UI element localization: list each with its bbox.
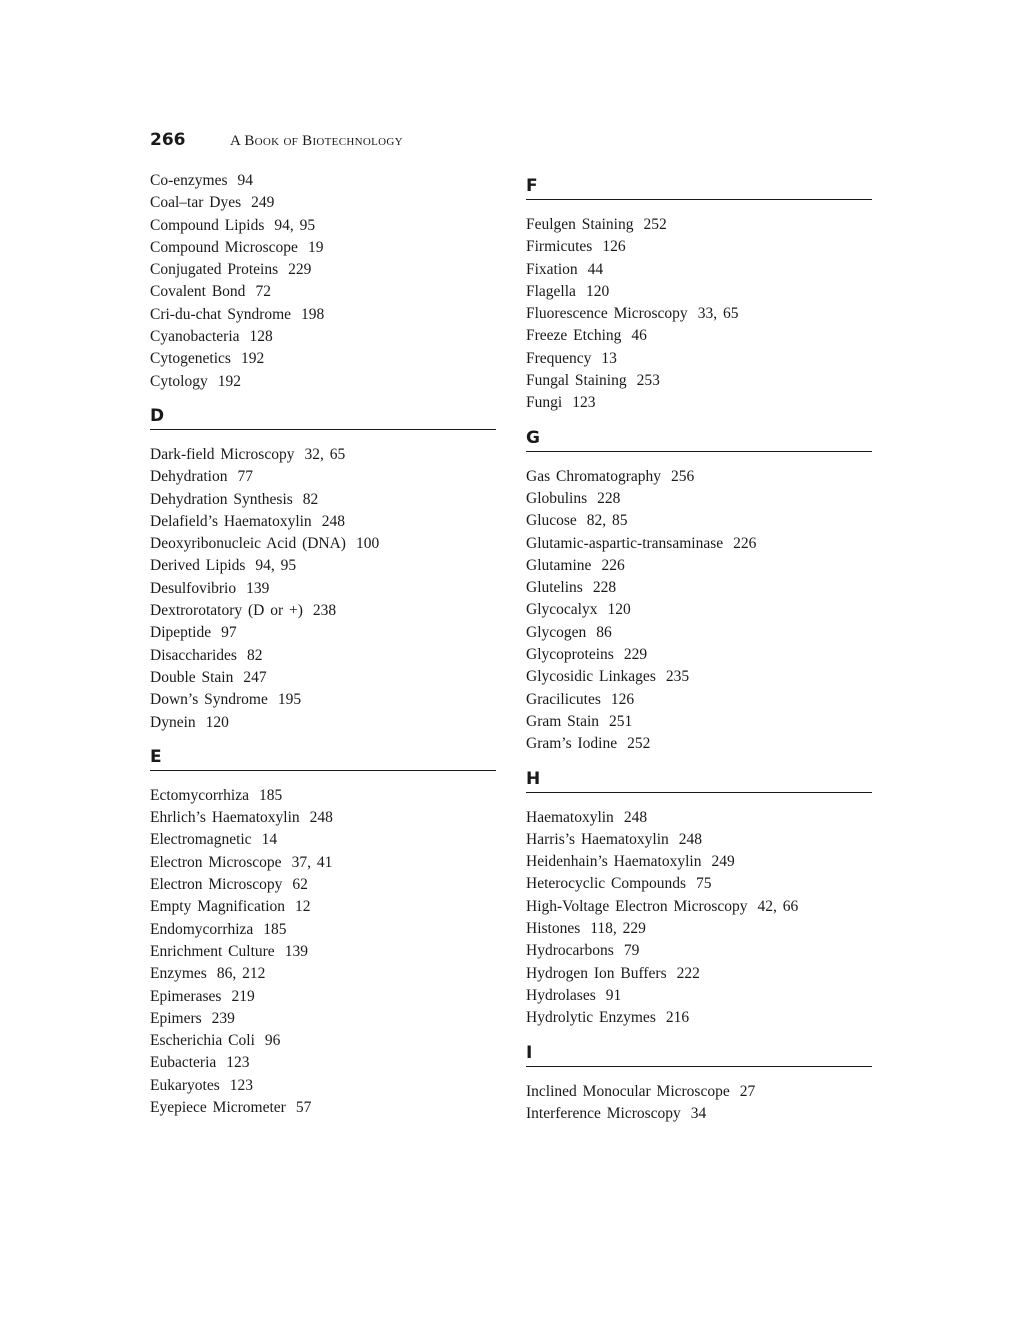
index-term: Globulins bbox=[526, 489, 588, 507]
index-pages: 139 bbox=[246, 579, 270, 597]
index-entry bbox=[526, 303, 872, 325]
index-pages: 219 bbox=[231, 987, 255, 1005]
index-pages: 86, 212 bbox=[216, 965, 266, 983]
index-term: Conjugated Proteins bbox=[150, 261, 279, 279]
index-pages: 123 bbox=[572, 394, 596, 412]
index-term: Electromagnetic bbox=[150, 831, 252, 849]
index-entry bbox=[526, 214, 872, 236]
index-pages: 252 bbox=[643, 216, 667, 233]
index-term: Hydrogen Ion Buffers bbox=[526, 964, 667, 982]
index-term: Histones bbox=[526, 920, 581, 938]
section-divider bbox=[526, 199, 872, 200]
index-term: Glutamine bbox=[526, 556, 592, 574]
index-entry bbox=[150, 667, 496, 689]
index-pages: 195 bbox=[277, 691, 302, 709]
index-pages: 100 bbox=[355, 535, 380, 553]
index-entry bbox=[150, 466, 496, 488]
index-entry bbox=[526, 510, 872, 532]
index-pages: 123 bbox=[229, 1076, 253, 1094]
index-entry bbox=[526, 466, 872, 488]
index-pages: 239 bbox=[211, 1009, 235, 1027]
index-pages: 75 bbox=[695, 875, 712, 893]
index-pages: 120 bbox=[607, 601, 631, 619]
index-entry bbox=[150, 874, 496, 896]
index-entry bbox=[526, 1081, 872, 1103]
index-term: Glycoproteins bbox=[526, 646, 614, 664]
index-pages: 123 bbox=[226, 1054, 250, 1072]
index-term: Glycogen bbox=[526, 623, 587, 641]
index-pages: 126 bbox=[610, 690, 635, 708]
index-pages: 252 bbox=[627, 735, 651, 753]
index-term: Heterocyclic Compounds bbox=[526, 875, 686, 893]
index-term: Harris’s Haematoxylin bbox=[526, 830, 669, 848]
section-letter: G bbox=[526, 427, 540, 448]
index-entry bbox=[150, 807, 496, 829]
index-pages: 226 bbox=[733, 534, 757, 552]
index-term: Freeze Etching bbox=[526, 327, 622, 345]
index-entry bbox=[526, 533, 872, 555]
index-entry bbox=[526, 666, 872, 688]
index-entry bbox=[150, 215, 496, 237]
index-term: High-Voltage Electron Microscopy bbox=[526, 897, 748, 915]
index-entry bbox=[150, 489, 496, 511]
index-pages: 120 bbox=[205, 713, 229, 731]
index-entry bbox=[526, 829, 872, 851]
index-term: Cri-du-chat Syndrome bbox=[150, 305, 292, 323]
index-term: Gas Chromatography bbox=[526, 467, 662, 485]
index-entry bbox=[150, 712, 496, 734]
index-term: Dehydration Synthesis bbox=[150, 490, 293, 508]
index-term: Frequency bbox=[526, 349, 592, 367]
index-pages: 94, 95 bbox=[255, 557, 297, 575]
index-term: Inclined Monocular Microscope bbox=[526, 1082, 730, 1100]
index-term: Compound Lipids bbox=[150, 216, 265, 234]
index-pages: 256 bbox=[671, 467, 695, 485]
index-pages: 228 bbox=[597, 489, 621, 507]
index-pages: 128 bbox=[249, 328, 273, 346]
section-divider bbox=[526, 792, 872, 793]
index-pages: 249 bbox=[711, 853, 735, 871]
index-entry bbox=[150, 304, 496, 326]
index-pages: 33, 65 bbox=[697, 305, 739, 323]
index-term: Flagella bbox=[526, 282, 576, 300]
index-term: Glycocalyx bbox=[526, 601, 598, 619]
index-entry bbox=[526, 599, 872, 621]
index-term: Dehydration bbox=[150, 468, 228, 486]
section-header bbox=[526, 170, 872, 200]
index-term: Ehrlich’s Haematoxylin bbox=[150, 809, 300, 827]
index-entry bbox=[150, 1052, 496, 1074]
index-entry bbox=[526, 644, 872, 666]
index-pages: 235 bbox=[665, 668, 690, 686]
index-pages: 249 bbox=[251, 194, 275, 212]
index-pages: 216 bbox=[665, 1009, 690, 1027]
index-pages: 13 bbox=[601, 349, 617, 367]
index-term: Eubacteria bbox=[150, 1054, 217, 1072]
index-term: Cytology bbox=[150, 372, 208, 390]
index-pages: 82 bbox=[302, 490, 319, 508]
index-entry bbox=[526, 325, 872, 347]
index-entry bbox=[150, 963, 496, 985]
index-term: Gram’s Iodine bbox=[526, 735, 618, 753]
index-entry bbox=[150, 371, 496, 393]
index-term: Dynein bbox=[150, 713, 196, 731]
index-entry bbox=[526, 577, 872, 599]
index-pages: 57 bbox=[295, 1098, 312, 1116]
index-entry bbox=[150, 237, 496, 259]
index-entry bbox=[150, 645, 496, 667]
index-entry bbox=[150, 259, 496, 281]
left-column bbox=[150, 170, 496, 1119]
index-term: Electron Microscopy bbox=[150, 876, 283, 894]
section-letter: D bbox=[150, 405, 165, 426]
index-term: Gracilicutes bbox=[526, 690, 601, 708]
index-term: Hydrolases bbox=[526, 986, 596, 1004]
index-entry bbox=[526, 622, 872, 644]
index-pages: 229 bbox=[288, 261, 312, 279]
index-term: Empty Magnification bbox=[150, 898, 286, 916]
index-term: Glucose bbox=[526, 512, 577, 530]
index-entry bbox=[150, 444, 496, 466]
index-entry bbox=[526, 918, 872, 940]
index-entry bbox=[526, 259, 872, 281]
index-entry bbox=[526, 873, 872, 895]
index-entry bbox=[526, 689, 872, 711]
index-term: Derived Lipids bbox=[150, 557, 246, 575]
index-entry bbox=[150, 533, 496, 555]
index-entry bbox=[526, 963, 872, 985]
section-divider bbox=[150, 429, 496, 430]
index-term: Coal–tar Dyes bbox=[150, 194, 242, 212]
index-pages: 27 bbox=[739, 1082, 756, 1100]
section-divider bbox=[150, 770, 496, 771]
index-pages: 185 bbox=[258, 786, 283, 804]
index-pages: 82, 85 bbox=[586, 512, 628, 530]
index-entry bbox=[150, 281, 496, 303]
index-entry bbox=[526, 348, 872, 370]
index-entry bbox=[526, 555, 872, 577]
index-term: Fixation bbox=[526, 260, 578, 278]
index-pages: 19 bbox=[307, 238, 324, 256]
index-entry bbox=[150, 578, 496, 600]
index-term: Fungi bbox=[526, 394, 563, 412]
section-letter: I bbox=[526, 1042, 533, 1063]
index-term: Compound Microscope bbox=[150, 238, 298, 256]
section-letter: E bbox=[150, 746, 162, 767]
index-pages: 253 bbox=[636, 372, 660, 390]
index-entry bbox=[526, 807, 872, 829]
index-pages: 248 bbox=[321, 512, 345, 530]
index-entry bbox=[150, 511, 496, 533]
index-term: Co-enzymes bbox=[150, 172, 228, 189]
section-header bbox=[150, 393, 496, 430]
index-term: Deoxyribonucleic Acid (DNA) bbox=[150, 535, 346, 553]
index-entry bbox=[150, 941, 496, 963]
index-term: Enzymes bbox=[150, 965, 207, 983]
index-pages: 77 bbox=[237, 468, 253, 486]
index-pages: 248 bbox=[623, 808, 648, 826]
index-term: Cyanobacteria bbox=[150, 328, 240, 346]
index-entry bbox=[150, 555, 496, 577]
index-pages: 192 bbox=[240, 350, 265, 368]
section-header bbox=[526, 756, 872, 793]
index-entry bbox=[526, 488, 872, 510]
index-term: Fungal Staining bbox=[526, 372, 627, 390]
index-pages: 42, 66 bbox=[757, 897, 799, 915]
index-term: Disaccharides bbox=[150, 646, 237, 664]
index-entry bbox=[150, 1030, 496, 1052]
index-pages: 94 bbox=[237, 172, 253, 189]
index-pages: 226 bbox=[601, 556, 625, 574]
index-term: Gram Stain bbox=[526, 712, 600, 730]
index-term: Fluorescence Microscopy bbox=[526, 305, 688, 323]
index-term: Epimerases bbox=[150, 987, 222, 1005]
index-pages: 32, 65 bbox=[304, 445, 346, 463]
index-pages: 46 bbox=[631, 327, 647, 345]
index-pages: 62 bbox=[292, 876, 308, 894]
index-term: Glutamic-aspartic-transaminase bbox=[526, 534, 724, 552]
index-term: Double Stain bbox=[150, 668, 234, 686]
section-divider bbox=[526, 1066, 872, 1067]
index-entry bbox=[526, 896, 872, 918]
index-term: Endomycorrhiza bbox=[150, 920, 254, 938]
index-entry bbox=[526, 851, 872, 873]
page-number: 266 bbox=[150, 130, 186, 150]
section-letter: F bbox=[526, 176, 538, 196]
index-term: Dark-field Microscopy bbox=[150, 445, 295, 463]
section-header bbox=[526, 1030, 872, 1067]
index-entry bbox=[526, 236, 872, 258]
index-entry bbox=[150, 1008, 496, 1030]
index-pages: 72 bbox=[255, 283, 271, 301]
index-pages: 97 bbox=[221, 624, 237, 642]
index-entry bbox=[526, 1103, 872, 1125]
running-title: A Book of Biotechnology bbox=[230, 133, 403, 149]
index-pages: 82 bbox=[246, 646, 263, 664]
index-term: Desulfovibrio bbox=[150, 579, 237, 597]
index-term: Electron Microscope bbox=[150, 853, 282, 871]
index-pages: 238 bbox=[312, 602, 337, 620]
index-pages: 34 bbox=[690, 1104, 707, 1122]
index-term: Hydrocarbons bbox=[526, 942, 614, 960]
index-entry bbox=[150, 986, 496, 1008]
index-entry bbox=[150, 785, 496, 807]
page-header bbox=[150, 130, 403, 156]
index-pages: 126 bbox=[602, 238, 626, 256]
index-entry bbox=[526, 370, 872, 392]
index-pages: 79 bbox=[623, 942, 640, 960]
index-entry bbox=[150, 919, 496, 941]
index-entry bbox=[150, 326, 496, 348]
index-term: Firmicutes bbox=[526, 238, 593, 256]
index-pages: 91 bbox=[605, 986, 622, 1004]
index-entry bbox=[150, 852, 496, 874]
section-letter: H bbox=[526, 768, 541, 789]
index-term: Hydrolytic Enzymes bbox=[526, 1009, 656, 1027]
index-term: Glycosidic Linkages bbox=[526, 668, 656, 686]
right-column bbox=[526, 170, 872, 1125]
index-term: Haematoxylin bbox=[526, 808, 614, 826]
index-term: Dipeptide bbox=[150, 624, 212, 642]
index-entry bbox=[150, 829, 496, 851]
section-header bbox=[150, 734, 496, 771]
index-pages: 198 bbox=[301, 305, 325, 323]
index-entry bbox=[150, 1075, 496, 1097]
index-term: Covalent Bond bbox=[150, 283, 246, 301]
index-pages: 228 bbox=[592, 579, 617, 597]
index-term: Eukaryotes bbox=[150, 1076, 220, 1094]
index-pages: 14 bbox=[261, 831, 278, 849]
index-entry bbox=[526, 711, 872, 733]
index-entry bbox=[526, 940, 872, 962]
index-term: Glutelins bbox=[526, 579, 583, 597]
index-entry bbox=[526, 733, 872, 755]
index-entry bbox=[526, 392, 872, 414]
index-term: Interference Microscopy bbox=[526, 1104, 681, 1122]
index-pages: 247 bbox=[243, 668, 267, 686]
index-entry bbox=[150, 170, 496, 192]
index-term: Feulgen Staining bbox=[526, 216, 634, 233]
index-term: Enrichment Culture bbox=[150, 942, 275, 960]
index-pages: 94, 95 bbox=[274, 216, 316, 234]
index-pages: 139 bbox=[284, 942, 308, 960]
index-term: Epimers bbox=[150, 1009, 202, 1027]
index-entry bbox=[150, 348, 496, 370]
index-entry bbox=[526, 1007, 872, 1029]
index-entry bbox=[150, 622, 496, 644]
index-pages: 44 bbox=[587, 260, 604, 278]
index-entry bbox=[150, 689, 496, 711]
index-pages: 248 bbox=[678, 830, 703, 848]
index-entry bbox=[526, 281, 872, 303]
section-header bbox=[526, 415, 872, 452]
section-divider bbox=[526, 451, 872, 452]
index-pages: 37, 41 bbox=[291, 853, 333, 871]
index-pages: 86 bbox=[596, 623, 612, 641]
index-pages: 118, 229 bbox=[590, 920, 646, 938]
index-pages: 192 bbox=[217, 372, 241, 390]
index-term: Heidenhain’s Haematoxylin bbox=[526, 853, 702, 871]
index-pages: 248 bbox=[309, 809, 333, 827]
index-entry bbox=[150, 600, 496, 622]
index-pages: 229 bbox=[623, 646, 648, 664]
index-pages: 185 bbox=[263, 920, 287, 938]
index-entry bbox=[150, 1097, 496, 1119]
index-entry bbox=[150, 896, 496, 918]
index-pages: 222 bbox=[676, 964, 700, 982]
index-entry bbox=[150, 192, 496, 214]
index-term: Escherichia Coli bbox=[150, 1032, 255, 1050]
index-pages: 96 bbox=[264, 1032, 281, 1050]
index-term: Delafield’s Haematoxylin bbox=[150, 512, 312, 530]
index-term: Dextrorotatory (D or +) bbox=[150, 602, 303, 620]
index-pages: 120 bbox=[585, 282, 610, 300]
index-entry bbox=[526, 985, 872, 1007]
index-term: Cytogenetics bbox=[150, 350, 231, 368]
index-term: Eyepiece Micrometer bbox=[150, 1098, 286, 1116]
index-term: Down’s Syndrome bbox=[150, 691, 268, 709]
index-pages: 12 bbox=[295, 898, 311, 916]
index-pages: 251 bbox=[609, 712, 633, 730]
index-term: Ectomycorrhiza bbox=[150, 786, 249, 804]
